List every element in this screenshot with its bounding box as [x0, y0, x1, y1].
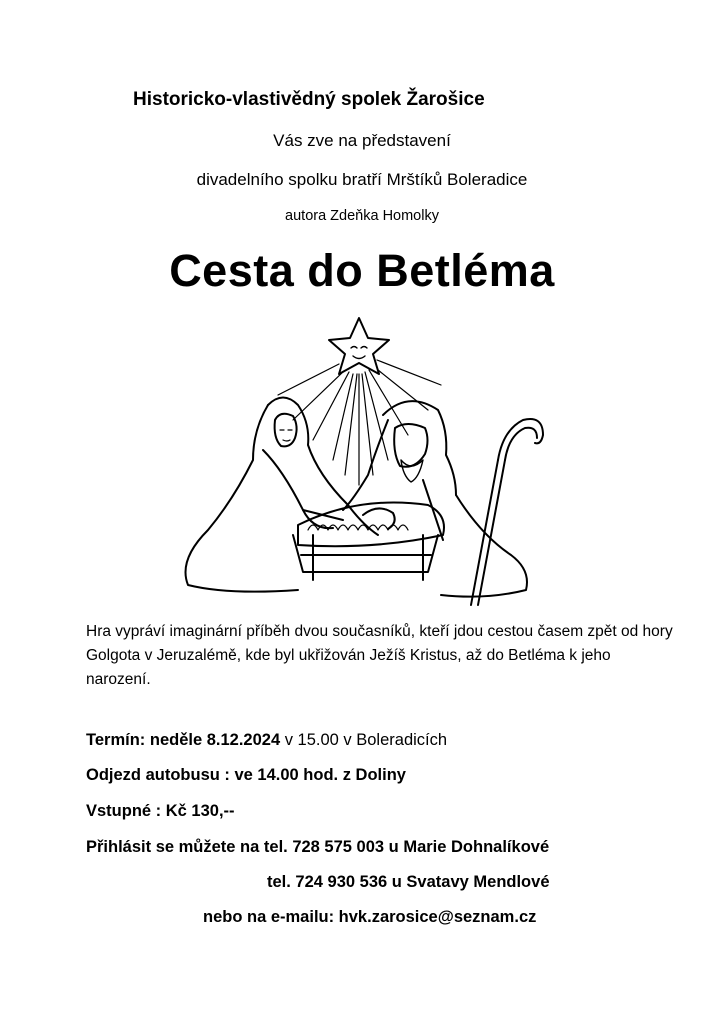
date-details: v 15.00 v Boleradicích — [280, 731, 448, 749]
organization-name: Historicko-vlastivědný spolek Žarošice — [133, 89, 485, 110]
admission-price: Vstupné : Kč 130,-- — [86, 802, 235, 820]
theatre-group-line: divadelního spolku bratří Mrštíků Boleradice — [196, 170, 528, 189]
author-line: autora Zdeňka Homolky — [285, 208, 439, 224]
joseph-figure — [343, 401, 527, 597]
shepherd-staff — [471, 419, 543, 605]
nativity-illustration — [173, 310, 565, 610]
bus-departure: Odjezd autobusu : ve 14.00 hod. z Doliny — [86, 766, 406, 784]
play-description: Hra vypráví imaginární příběh dvou současníků, kteří jdou cestou časem zpět od hory Golgota v Jeruzalémě, kde byl ukřižován Ježíš Kristus, až do Betléma k jeho narození. — [86, 623, 673, 688]
play-title: Cesta do Betléma — [169, 245, 555, 296]
mary-figure — [186, 398, 379, 592]
star-icon — [329, 318, 389, 374]
date-label: Termín: neděle 8.12.2024 — [86, 731, 281, 749]
signup-phone-1: Přihlásit se můžete na tel. 728 575 003 u Marie Dohnalíkové — [86, 838, 550, 856]
invitation-line: Vás zve na představení — [273, 131, 451, 150]
star-rays — [278, 360, 441, 485]
signup-email[interactable]: nebo na e-mailu: hvk.zarosice@seznam.cz — [203, 908, 537, 926]
signup-phone-2: tel. 724 930 536 u Svatavy Mendlové — [267, 873, 550, 891]
date-line — [86, 731, 447, 750]
